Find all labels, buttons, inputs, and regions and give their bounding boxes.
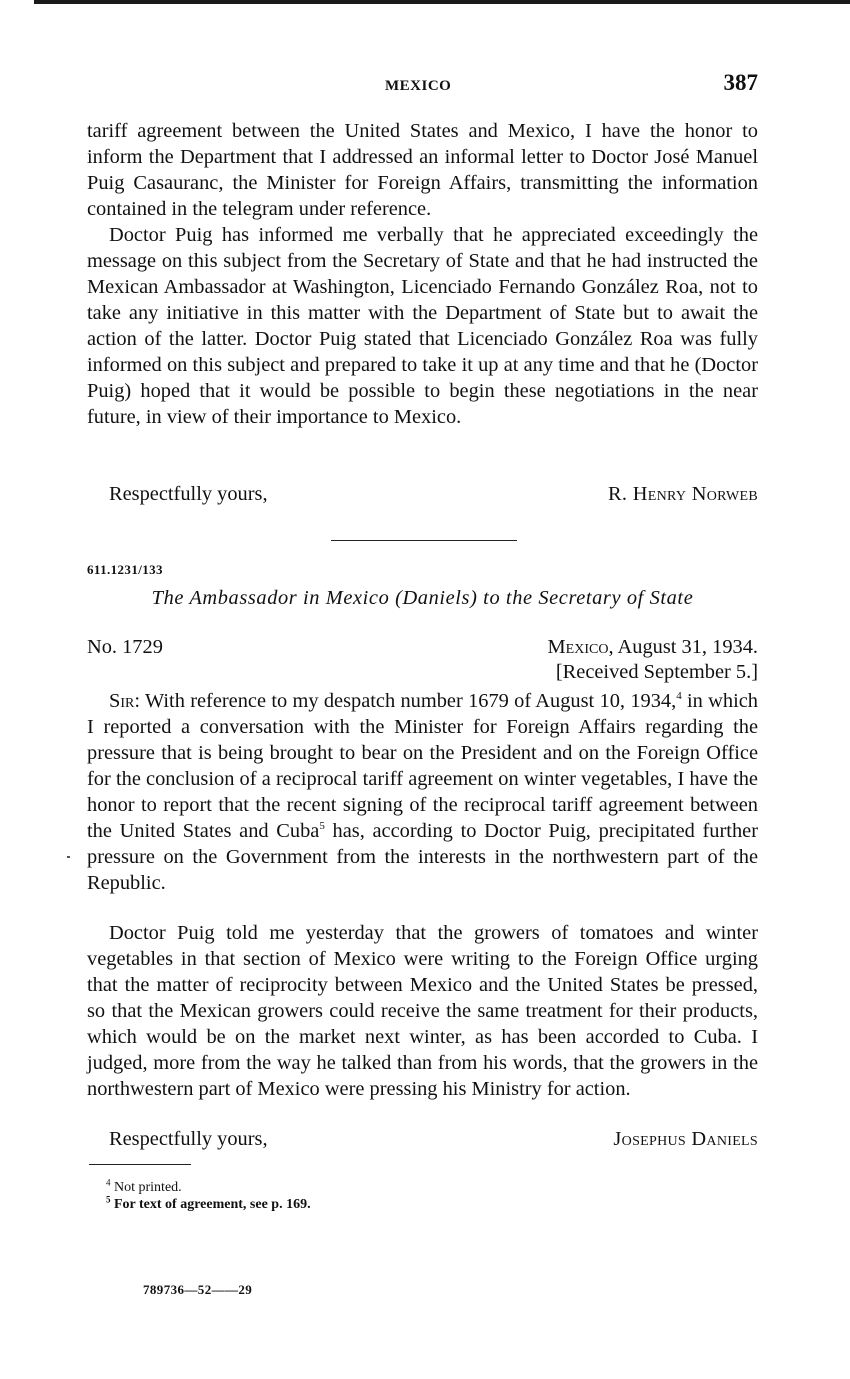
letter1-body xyxy=(87,118,758,430)
footnote-4 xyxy=(106,1179,311,1196)
running-head: MEXICO xyxy=(385,78,452,94)
document2-body-continued xyxy=(87,920,758,1102)
letter1-closing: Respectfully yours, xyxy=(109,483,268,505)
footnote-text: Not printed. xyxy=(114,1180,182,1195)
letter1-paragraph-2: Doctor Puig has informed me verbally that he appreciated exceedingly the message on this subject from the Secretary of State and that he had instructed the Mexican Ambassador at Washington, Licenciado Fernando González Roa, not to take any initiative in this matter with the Department of State but to await the action of the latter. Doctor Puig stated that Licenciado González Roa was fully informed on this subject and prepared to take it up at any time and that he (Doctor Puig) hoped that it would be possible to begin these negotiations in the near future, in view of their importance to Mexico. xyxy=(87,224,758,428)
printer-signature-line: 789736—52——29 xyxy=(143,1282,253,1297)
document2-paragraph-1 xyxy=(87,688,758,896)
letter1-signature-block xyxy=(87,481,758,507)
footnote-divider xyxy=(89,1164,191,1165)
file-number: 611.1231/133 xyxy=(87,562,163,577)
salutation: Sir xyxy=(109,690,135,712)
document2-signer: Josephus Daniels xyxy=(613,1128,758,1150)
document2-closing: Respectfully yours, xyxy=(109,1128,268,1150)
footnote-ref-5[interactable]: 5 xyxy=(319,820,325,833)
document2-signature-block xyxy=(87,1126,758,1152)
footnote-ref-4[interactable]: 4 xyxy=(676,690,682,703)
letter1-paragraph-1: tariff agreement between the United States and Mexico, I have the honor to inform the Department that I addressed an informal letter to Doctor José Manuel Puig Casauranc, the Minister for Foreign Affairs, transmitting the information contained in the telegram under reference. xyxy=(87,120,758,220)
paragraph-text: in which I reported a conversation with the Minister for Foreign Affairs regarding the pressure that is being brought to bear on the President and on the Foreign Office for the conclusion of a reciprocal tariff agreement on winter vegetables, I have the honor to report that the recent signing of the reciprocal tariff agreement between the United States and Cuba xyxy=(87,690,758,842)
dateline xyxy=(548,634,758,660)
footnote-text: For text of agreement, see p. 169. xyxy=(114,1197,311,1212)
footnotes xyxy=(106,1179,311,1213)
footnote-mark: 4 xyxy=(106,1177,111,1188)
dateline-date: , August 31, 1934. xyxy=(608,636,758,658)
top-border-rule xyxy=(34,0,850,4)
footnote-5 xyxy=(106,1196,311,1213)
received-date: [Received September 5.] xyxy=(555,661,758,683)
letter1-signer: R. Henry Norweb xyxy=(608,483,758,505)
section-divider xyxy=(331,540,517,541)
dateline-place: Mexico xyxy=(547,636,609,658)
margin-mark xyxy=(67,856,70,858)
dispatch-number: No. 1729 xyxy=(87,636,163,658)
paragraph-text: has, according to Doctor Puig, precipitated further pressure on the Government from the interests in the northwestern part of the Republic. xyxy=(87,820,758,894)
paragraph-text: : With reference to my despatch number 1679 of August 10, 1934, xyxy=(134,690,677,712)
document-heading: The Ambassador in Mexico (Daniels) to the Secretary of State xyxy=(151,587,694,609)
page-number: 387 xyxy=(723,70,758,95)
footnote-mark: 5 xyxy=(106,1194,111,1205)
document2-paragraph-2: Doctor Puig told me yesterday that the growers of tomatoes and winter vegetables in that section of Mexico were writing to the Foreign Office urging that the matter of reciprocity between Mexico and the United States be pressed, so that the Mexican growers could receive the same treatment for their products, which would be on the market next winter, as has been accorded to Cuba. I judged, more from the way he talked than from his words, that the growers in the northwestern part of Mexico were pressing his Ministry for action. xyxy=(87,922,758,1100)
document2-body xyxy=(87,688,758,896)
